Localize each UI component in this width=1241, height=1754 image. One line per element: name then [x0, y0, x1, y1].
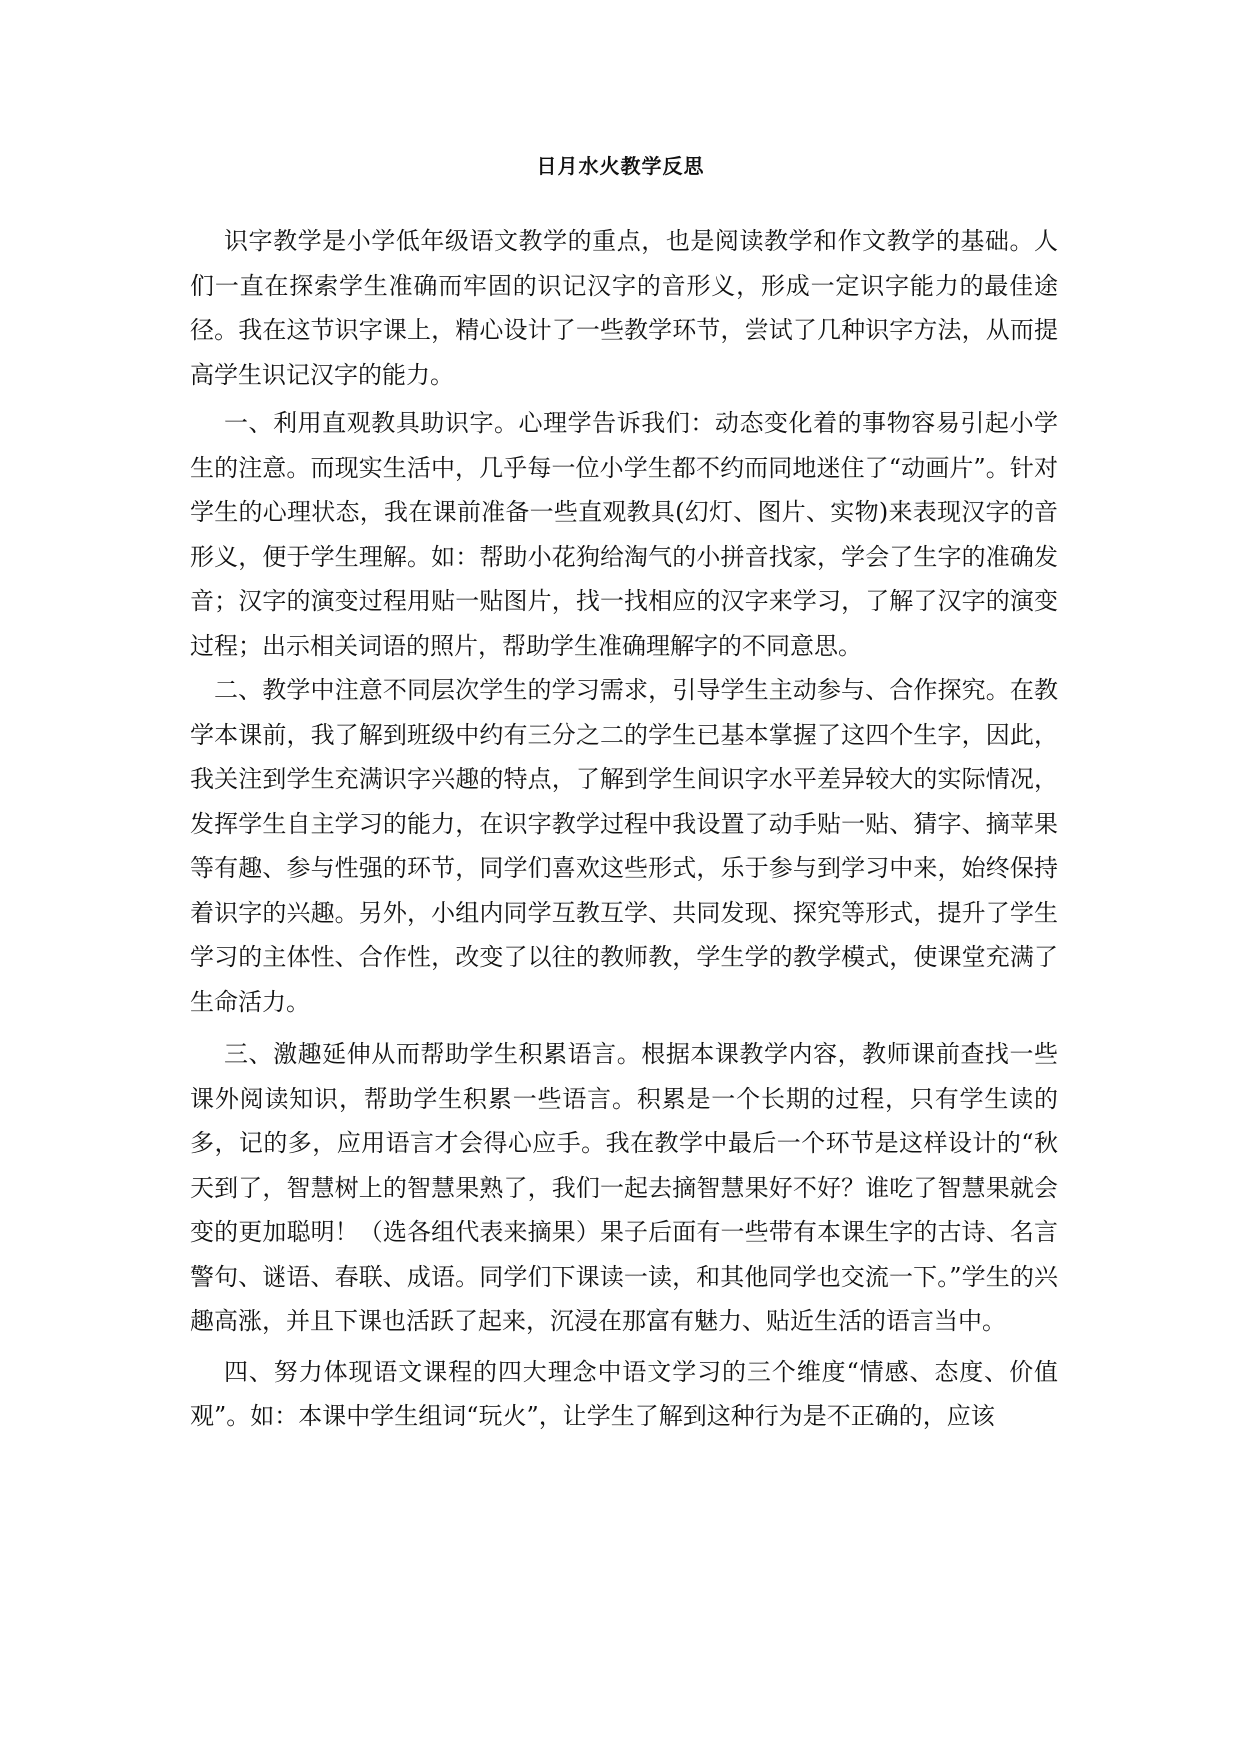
paragraph-section-4: 四、努力体现语文课程的四大理念中语文学习的三个维度“情感、态度、价值观”。如：本课中学生组词“玩火”，让学生了解到这种行为是不正确的，应该: [190, 1357, 1058, 1430]
document-body: [190, 219, 1058, 1439]
paragraph-section-1: 一、利用直观教具助识字。心理学告诉我们：动态变化着的事物容易引起小学生的注意。而现实生活中，几乎每一位小学生都不约而同地迷住了“动画片”。针对学生的心理状态，我在课前准备一些直观教具(幻灯、图片、实物)来表现汉字的音形义，便于学生理解。如：帮助小花狗给淘气的小拼音找家，学会了生字的准确发音；汉字的演变过程用贴一贴图片，找一找相应的汉字来学习，了解了汉字的演变过程；出示相关词语的照片，帮助学生准确理解字的不同意思。: [190, 409, 1058, 660]
paragraph-intro: 识字教学是小学低年级语文教学的重点，也是阅读教学和作文教学的基础。人们一直在探索学生准确而牢固的识记汉字的音形义，形成一定识字能力的最佳途径。我在这节识字课上，精心设计了一些教学环节，尝试了几种识字方法，从而提高学生识记汉字的能力。: [190, 227, 1058, 389]
document-title: 日月水火教学反思: [536, 154, 705, 178]
paragraph-section-3: 三、激趣延伸从而帮助学生积累语言。根据本课教学内容，教师课前查找一些课外阅读知识，帮助学生积累一些语言。积累是一个长期的过程，只有学生读的多，记的多，应用语言才会得心应手。我在教学中最后一个环节是这样设计的“秋天到了，智慧树上的智慧果熟了，我们一起去摘智慧果好不好？谁吃了智慧果就会变的更加聪明！（选各组代表来摘果）果子后面有一些带有本课生字的古诗、名言警句、谜语、春联、成语。同学们下课读一读，和其他同学也交流一下。”学生的兴趣高涨，并且下课也活跃了起来，沉浸在那富有魅力、贴近生活的语言当中。: [190, 1040, 1058, 1335]
paragraph-section-2: 二、教学中注意不同层次学生的学习需求，引导学生主动参与、合作探究。在教学本课前，我了解到班级中约有三分之二的学生已基本掌握了这四个生字，因此，我关注到学生充满识字兴趣的特点，了解到学生间识字水平差异较大的实际情况，发挥学生自主学习的能力，在识字教学过程中我设置了动手贴一贴、猜字、摘苹果等有趣、参与性强的环节，同学们喜欢这些形式，乐于参与到学习中来，始终保持着识字的兴趣。另外，小组内同学互教互学、共同发现、探究等形式，提升了学生学习的主体性、合作性，改变了以往的教师教，学生学的教学模式，使课堂充满了生命活力。: [190, 676, 1058, 1016]
